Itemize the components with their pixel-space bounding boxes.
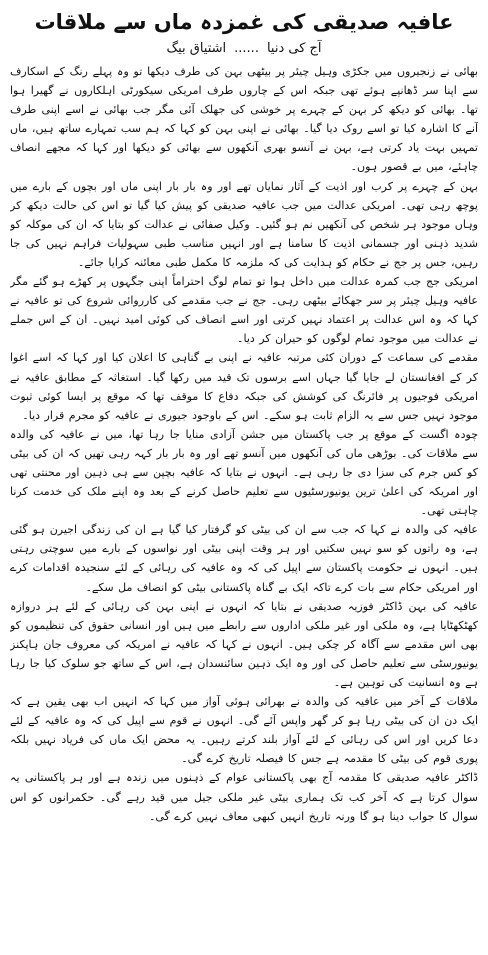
article-paragraph: ملاقات کے آخر میں عافیہ کی والدہ نے بھرائی ہوئی آواز میں کہا کہ انہیں اب بھی یقین ہے کہ ایک دن ان کی بیٹی رہا ہو کر گھر واپس آئے گی۔ انہوں نے قوم سے اپیل کی کہ وہ عافیہ کے لئے دعا کریں اور اس کی رہائی کے لئے آواز بلند کرتے رہیں۔ یہ محض ایک ماں کی فریاد نہیں بلکہ پوری قوم کی بیٹی کا مقدمہ ہے جس کا فیصلہ تاریخ کرے گی۔ — [10, 695, 478, 766]
article-paragraph: ڈاکٹر عافیہ صدیقی کا مقدمہ آج بھی پاکستانی عوام کے ذہنوں میں زندہ ہے اور ہر پاکستانی یہ سوال کرتا ہے کہ آخر کب تک ہماری بیٹی غیر ملکی جیل میں قید رہے گی۔ حکمرانوں کو اس سوال کا جواب دینا ہو گا ورنہ تاریخ انہیں کبھی معاف نہیں کرے گی۔ — [10, 771, 478, 823]
article-body — [10, 62, 478, 937]
article-byline — [10, 40, 478, 58]
article-paragraph: بھائی نے زنجیروں میں جکڑی وہیل چیئر پر بیٹھی بہن کی طرف دیکھا تو وہ پہلے رنگ کے اسکارف سے اپنا سر ڈھانپے ہوئے تھی جبکہ اس کے چاروں طرف امریکی سیکورٹی اہلکاروں نے گھیرا ہوا تھا۔ بھائی کو دیکھ کر بہن کے چہرے پر خوشی کی جھلک آئی مگر جب بھائی نے اسے اپنی طرف آنے کا اشارہ کیا تو اسے روک دیا گیا۔ بھائی نے اپنی بہن کو کہا کہ ہم سب تمہارے ساتھ ہیں، ماں تمہیں بہت یاد کرتی ہے، بہن نے آنسو بھری آنکھوں سے بھائی کو دیکھا اور کہا کہ مجھے انصاف چاہئے، میں بے قصور ہوں۔ — [10, 65, 478, 174]
article-headline: عافیہ صدیقی کی غمزدہ ماں سے ملاقات — [34, 10, 454, 34]
byline-separator: ...... — [234, 41, 259, 56]
article-paragraph: امریکی جج جب کمرہ عدالت میں داخل ہوا تو تمام لوگ احتراماً اپنی جگہوں پر کھڑے ہو گئے مگر عافیہ وہیل چیئر پر سر جھکائے بیٹھی رہی۔ جج نے جب مقدمے کی کارروائی شروع کی تو عافیہ نے کہا کہ وہ اس عدالت پر اعتماد نہیں کرتی اور اسے انصاف کی کوئی امید نہیں۔ ان کے اس جملے نے عدالت میں موجود تمام لوگوں کو حیران کر دیا۔ — [10, 275, 478, 346]
byline-column-title: آج کی دنیا — [266, 41, 322, 56]
byline-author: اشتیاق بیگ — [166, 41, 227, 56]
article-paragraph: چودہ اگست کے موقع پر جب پاکستان میں جشن آزادی منایا جا رہا تھا، میں نے عافیہ کی والدہ سے ملاقات کی۔ بوڑھی ماں کی آنکھوں میں آنسو تھے اور وہ بار بار کہہ رہی تھیں کہ ان کی بیٹی کو کس جرم کی سزا دی جا رہی ہے۔ انہوں نے بتایا کہ عافیہ بچپن سے ہی ذہین اور محنتی تھی اور امریکہ کی اعلیٰ ترین یونیورسٹیوں سے تعلیم حاصل کرنے کے بعد وہ اپنے ملک کی خدمت کرنا چاہتی تھی۔ — [10, 427, 478, 518]
article-paragraph: عافیہ کی والدہ نے کہا کہ جب سے ان کی بیٹی کو گرفتار کیا گیا ہے ان کی زندگی اجیرن ہو گئی ہے، وہ راتوں کو سو نہیں سکتیں اور ہر وقت اپنی بیٹی اور نواسوں کے بارے میں سوچتی رہتی ہیں۔ انہوں نے حکومت پاکستان سے اپیل کی کہ وہ عافیہ کی رہائی کے لئے سنجیدہ اقدامات کرے اور امریکی حکام سے بات کرے تاکہ ایک بے گناہ پاکستانی بیٹی کو انصاف مل سکے۔ — [10, 523, 478, 594]
article-paragraph: بہن کے چہرے پر کرب اور اذیت کے آثار نمایاں تھے اور وہ بار بار اپنی ماں اور بچوں کے بارے میں پوچھ رہی تھی۔ امریکی عدالت میں جب عافیہ صدیقی کو پیش کیا گیا تو اس کی حالت دیکھ کر وہاں موجود ہر شخص کی آنکھیں نم ہو گئیں۔ وکیل صفائی نے عدالت کو بتایا کہ ان کی موکلہ کو شدید ذہنی اور جسمانی اذیت کا سامنا ہے اور انہیں مناسب طبی سہولیات فراہم نہیں کی جا رہیں، جس پر جج نے حکام کو ہدایت کی کہ ملزمہ کا مکمل طبی معائنہ کرایا جائے۔ — [10, 179, 478, 269]
article-paragraph: مقدمے کی سماعت کے دوران کئی مرتبہ عافیہ نے اپنی بے گناہی کا اعلان کیا اور کہا کہ اسے اغوا کر کے افغانستان لے جایا گیا جہاں اسے برسوں تک قید میں رکھا گیا۔ استغاثہ کے مطابق عافیہ نے امریکی فوجیوں پر فائرنگ کی کوشش کی جبکہ دفاع کا موقف تھا کہ موقع پر ایسا کوئی ثبوت موجود نہیں جس سے یہ الزام ثابت ہو سکے۔ اس کے باوجود جیوری نے عافیہ کو مجرم قرار دیا۔ — [10, 351, 478, 422]
article-paragraph: عافیہ کی بہن ڈاکٹر فوزیہ صدیقی نے بتایا کہ انہوں نے اپنی بہن کی رہائی کے لئے ہر دروازہ کھٹکھٹایا ہے، وہ ملکی اور غیر ملکی اداروں سے رابطے میں ہیں اور انسانی حقوق کی تنظیموں کو بھی اس مقدمے سے آگاہ کر چکی ہیں۔ انہوں نے کہا کہ عافیہ نے امریکہ کی معروف جان ہاپکنز یونیورسٹی سے تعلیم حاصل کی اور وہ ایک ذہین سائنسدان ہے، اس کے ساتھ جو سلوک کیا جا رہا ہے وہ انسانیت کی توہین ہے۔ — [10, 599, 478, 689]
